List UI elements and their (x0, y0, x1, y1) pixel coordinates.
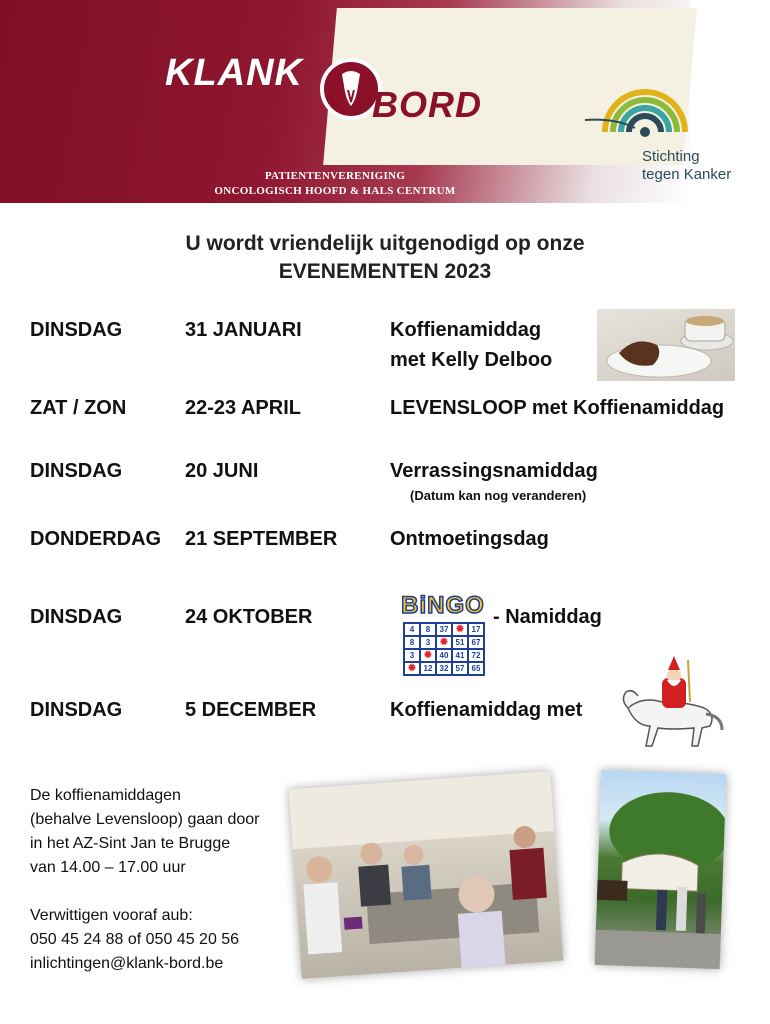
event-date: 5 DECEMBER (185, 699, 317, 721)
event-description: Koffienamiddag met (390, 699, 583, 721)
event-description-line2: met Kelly Delboo (390, 349, 553, 371)
bingo-word: BiNGO (401, 592, 485, 619)
event-description: LEVENSLOOP met Koffienamiddag (390, 397, 725, 419)
stichting-rainbow-logo-icon (585, 80, 700, 142)
event-day: DINSDAG (30, 460, 123, 482)
event-day: DINSDAG (30, 319, 123, 341)
bingo-star-cell: ✹ (420, 649, 436, 662)
bingo-star-cell: ✹ (452, 623, 468, 636)
event-date: 21 SEPTEMBER (185, 528, 338, 550)
header-subtitle-2: ONCOLOGISCH HOOFD & HALS CENTRUM (214, 185, 456, 197)
bingo-number-cell: 8 (404, 636, 420, 649)
bingo-number-cell: 67 (468, 636, 484, 649)
event-note: (Datum kan nog veranderen) (410, 488, 587, 503)
info-line: (behalve Levensloop) gaan door (30, 811, 260, 828)
bingo-number-cell: 41 (452, 649, 468, 662)
event-description: - Namiddag (493, 606, 602, 628)
info-line: van 14.00 – 17.00 uur (30, 859, 186, 876)
bingo-number-cell: 4 (404, 623, 420, 636)
bingo-number-cell: 12 (420, 662, 436, 675)
info-line: 050 45 24 88 of 050 45 20 56 (30, 931, 240, 948)
horse-wagon-image (595, 770, 727, 969)
partner-name-line2: tegen Kanker (642, 166, 732, 183)
info-spacer (30, 880, 300, 904)
info-line: in het AZ-Sint Jan te Brugge (30, 835, 231, 852)
event-description: Verrassingsnamiddag (390, 460, 598, 482)
info-line: inlichtingen@klank-bord.be (30, 955, 224, 972)
event-day: DINSDAG (30, 699, 123, 721)
event-day: DONDERDAG (30, 528, 162, 550)
coffee-cake-image (597, 309, 735, 381)
sinterklaas-horse-icon (618, 656, 724, 750)
bingo-number-cell: 3 (404, 649, 420, 662)
logo-bord-text: BORD (372, 84, 482, 125)
bingo-number-cell: 40 (436, 649, 452, 662)
event-date: 31 JANUARI (185, 319, 302, 341)
bingo-star-cell: ✹ (436, 636, 452, 649)
logo-klank-text: KLANK (165, 52, 303, 94)
info-line: Verwittigen vooraf aub: (30, 907, 193, 924)
bingo-star-cell: ✹ (404, 662, 420, 675)
event-date: 22-23 APRIL (185, 397, 301, 419)
bingo-number-cell: 8 (420, 623, 436, 636)
bingo-number-cell: 57 (452, 662, 468, 675)
event-day: ZAT / ZON (30, 397, 127, 419)
partner-name-line1: Stichting (642, 148, 700, 165)
group-meeting-photo (289, 771, 564, 979)
event-description: Ontmoetingsdag (390, 528, 549, 550)
bingo-number-cell: 32 (436, 662, 452, 675)
bingo-number-cell: 65 (468, 662, 484, 675)
intro-line-1: U wordt vriendelijk uitgenodigd op onze (185, 232, 585, 255)
event-date: 24 OKTOBER (185, 606, 313, 628)
event-day: DINSDAG (30, 606, 123, 628)
header-subtitle-1: PATIENTENVERENIGING (264, 170, 406, 182)
bingo-number-cell: 72 (468, 649, 484, 662)
bingo-number-cell: 51 (452, 636, 468, 649)
bingo-number-cell: 3 (420, 636, 436, 649)
info-line: De koffienamiddagen (30, 787, 181, 804)
coffee-cake-photo (597, 309, 735, 381)
bingo-grid (403, 622, 485, 676)
info-block (30, 784, 300, 976)
event-description: Koffienamiddag (390, 319, 542, 341)
bingo-number-cell: 17 (468, 623, 484, 636)
bingo-number-cell: 37 (436, 623, 452, 636)
intro-title: EVENEMENTEN 2023 (278, 260, 492, 283)
group-meeting-image (289, 771, 564, 979)
event-date: 20 JUNI (185, 460, 259, 482)
bingo-card (397, 592, 489, 678)
horse-wagon-photo (595, 770, 727, 969)
